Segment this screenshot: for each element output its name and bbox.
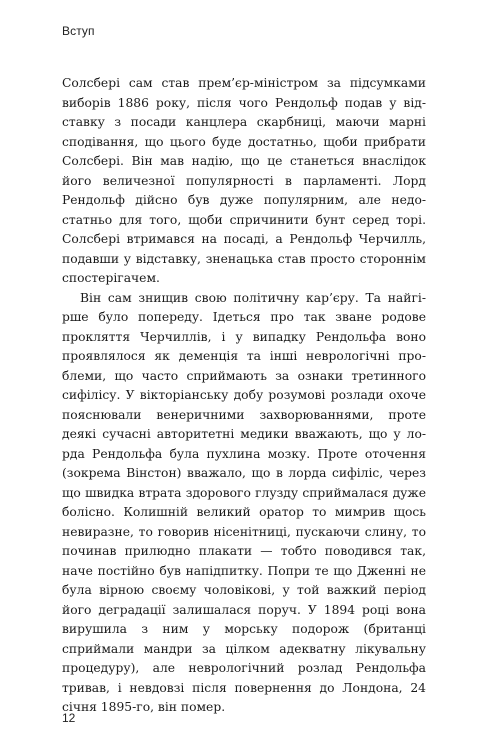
page-number: 12 <box>62 711 76 725</box>
paragraph-1: Солсбері сам став прем’єр-міністром за підсумками виборів 1886 року, після чого Рендольф подав у відставку з посади канцлера скарбниці, маючи марні сподівання, що цього буде достатньо, щоби прибрати Солсбері. Він мав надію, що це станеться внаслідок його величезної популярності в парламенті. Лорд Рендольф дійсно був дуже популярним, але недостатньо для того, щоби спричинити бунт серед торі. Солсбері втримався на посаді, а Рендольф Черчилль, подавши у відставку, зненацька став просто стороннім спостерігачем. <box>62 76 426 285</box>
running-head-title: Вступ <box>62 24 95 38</box>
paragraph-2: Він сам знищив свою політичну кар’єру. Та найгірше було попереду. Ідеться про так зване родове прокляття Черчиллів, і у випадку Рендольфа воно проявлялося як деменція та інші неврологічні проблеми, що часто сприймають за ознаки третинного сифілісу. У вікторіанську добу розумові розлади охоче пояснювали венеричними захворюваннями, проте деякі сучасні авторитетні медики вважають, що у лорда Рендольфа була пухлина мозку. Проте оточення (зокрема Вінстон) вважало, що в лорда сифіліс, через що швидка втрата здорового глузду сприймалася дуже болісно. Колишній великий оратор то мимрив щось невиразне, то говорив нісенітниці, пускаючи слину, то починав прилюдно плакати — тобто поводився так, наче постійно був напідпитку. Попри те що Дженні не була вірною своєму чоловікові, у той важкий період його деградації залишалася поруч. У 1894 році вона вирушила з ним у морську подорож (британці сприймали мандри за цілком адекватну лікувальну процедуру), але неврологічний розлад Рендольфа тривав, і невдовзі після повернення до Лондона, 24 січня 1895-го, він помер. <box>62 290 426 714</box>
body-text <box>62 74 426 718</box>
